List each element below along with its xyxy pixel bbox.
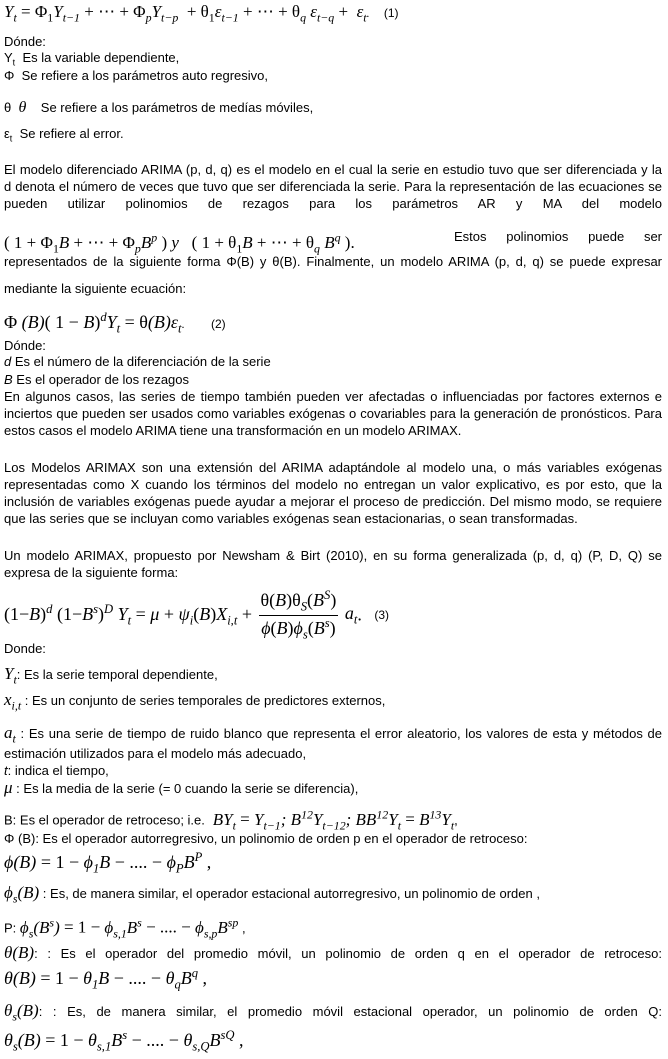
paragraph-2-line-3: estos casos el modelo ARIMA tiene una transformación en un modelo ARIMAX.	[4, 423, 462, 438]
equation-number-3: (3)	[374, 608, 390, 623]
paragraph-1-line-6: mediante la siguiente ecuación:	[4, 281, 187, 296]
Yt-definition: $Y_t$: Es la serie temporal dependiente,	[4, 664, 218, 687]
paragraph-3-line-4: que las series que se incluyan como variables exógenas sean estacionarias, o sean transformadas.	[4, 511, 578, 526]
ar-ma-polynomials: ( $1 + \Phi_1B$ + ⋯ + $\Phi_pB^p$ ) y ( $1 + \theta_1B$ + ⋯ + $\theta_q$ $B^q$ ).	[4, 230, 355, 256]
paragraph-1-line-3: pueden utilizar polinomios de rezagos para los parámetros AR y MA del modelo	[4, 196, 662, 211]
phi-definition: Φ Se refiere a los parámetros auto regresivo,	[4, 68, 269, 83]
donde-label-2: Dónde:	[4, 338, 46, 353]
at-definition-line-1: $a_t$ : Es una serie de tiempo de ruido blanco que representa el error aleatorio, los valores de esta y métodos de	[4, 723, 662, 746]
paragraph-1-line-2: d denota el número de veces que tuvo que ser diferenciada la serie. Para la representación de las ecuaciones se	[4, 179, 662, 194]
phi-polynomial: $\phi(B) = 1 - \phi_1B$ − .... − $\phi_PB^P$ ,	[4, 850, 212, 876]
paragraph-3-line-2: representadas como X cuando los términos del modelo no entregan un valor explicativo, es por esto, que la	[4, 477, 662, 492]
equation-3-fraction: $\frac{\theta(B)\theta_S(B^S)}{\phi(B)\phi_s(B^s)}$	[260, 588, 337, 642]
thetaB-definition: θ(B): : Es el operador del promedio móvil, un polinomio de orden q en el operador de retroceso:	[4, 943, 662, 962]
paragraph-3-line-1: Los Modelos ARIMAX son una extensión del ARIMA adaptándole al modelo una, o más variables exógenas	[4, 460, 662, 475]
theta-polynomial: $\theta(B) = 1 - \theta_1B$ − .... − $\theta_qB^q$ ,	[4, 966, 208, 992]
equation-2: Φ (B)( $1 - B)^dY_t = \theta(B)\varepsilon_t$. (2)	[4, 310, 226, 336]
equation-number-1: (1)	[383, 6, 399, 20]
epsilon-definition: $\varepsilon_t$ Se refiere al error.	[4, 126, 124, 144]
paragraph-1-line-5: representados de la siguiente forma Φ(B) y θ(B). Finalmente, un modelo ARIMA (p, d, q) se puede expresar	[4, 254, 662, 269]
paragraph-2-line-2: inciertos que pueden ser usados como variables exógenas o covariables para la generación de pronósticos. Para	[4, 406, 662, 421]
backshift-definition: B: Es el operador de retroceso; i.e. $BY_t = Y_{t-1}$; $B^{12}Y_{t-12}$; $BB^{12}Y_t = B^{13}Y_t$,	[4, 807, 458, 833]
xit-definition: $x_{i,t}$ : Es un conjunto de series temporales de predictores externos,	[4, 690, 386, 713]
phiB-definition: Φ (B): Es el operador autorregresivo, un polinomio de orden p en el operador de retroceso:	[4, 831, 528, 846]
equation-3: $(1-B)^d$ $(1-B^s)^D$ $Y_t = \mu + \psi_i(B)X_{i,t}$ + $\frac{\theta(B)\theta_S(B^S)}{\phi(B)\phi_s(B^s)}$ $a_t$. (3)	[4, 588, 390, 642]
d-definition: d Es el número de la diferenciación de la serie	[4, 354, 271, 369]
thetas-polynomial: $\theta_s(B) = 1 - \theta_{s,1}B^s$ − .... − $\theta_{s,Q}B^{sQ}$ ,	[4, 1028, 244, 1054]
paragraph-1-line-4: ( $1 + \Phi_1B$ + ⋯ + $\Phi_pB^p$ ) y ( $1 + \theta_1B$ + ⋯ + $\theta_q$ $B^q$ ). Estos polinomios puede ser	[4, 229, 662, 256]
paragraph-2-line-1: En algunos casos, las series de tiempo también pueden ver afectadas o influenciadas por factores externos e	[4, 389, 662, 404]
phis-definition: $\phi_s(B)$ : Es, de manera similar, el operador estacional autorregresivo, un polinomio de orden ,	[4, 883, 540, 906]
paragraph-4-line-1: Un modelo ARIMAX, propuesto por Newsham & Birt (2010), en su forma generalizada (p, d, q) (P, D, Q) se	[4, 548, 662, 563]
equation-number-2: (2)	[210, 317, 226, 331]
donde-label-1: Dónde:	[4, 34, 46, 49]
paragraph-1-line-1: El modelo diferenciado ARIMA (p, d, q) es el modelo en el cual la serie en estudio tuvo que ser diferenciada y la	[4, 162, 662, 177]
mu-definition: μ : Es la media de la serie (= 0 cuando la serie se diferencia),	[4, 778, 359, 797]
theta-definition: θ θ Se refiere a los parámetros de medías móviles,	[4, 99, 314, 116]
phis-polynomial: P: $\phi_s(B^s) = 1 - \phi_{s,1}B^s$ − .... − $\phi_{s,p}B^{sp}$ ,	[4, 915, 246, 941]
b-definition: B Es el operador de los rezagos	[4, 372, 190, 387]
at-definition-line-2: estimación utilizados para el modelo más adecuado,	[4, 746, 307, 761]
equation-1: $Y_t = \Phi_1Y_{t-1}$ + ⋯ + $\Phi_pY_{t-p} + \theta_1\varepsilon_{t-1}$ + ⋯ + $\theta_q$ $\varepsilon_{t-q} + \varepsilon_t$. (1)	[4, 2, 399, 25]
t-definition: t: indica el tiempo,	[4, 763, 109, 778]
paragraph-4-line-2: expresa de la siguiente forma:	[4, 565, 179, 580]
yt-definition: $Y_t$ Es la variable dependiente,	[4, 50, 180, 68]
donde-label-3: Donde:	[4, 641, 46, 656]
thetas-definition: $\theta_s(B)$: : Es, de manera similar, el promedio móvil estacional operador, un polinomio de orden Q:	[4, 1001, 662, 1024]
paragraph-3-line-3: inclusión de variables exógenas puede ayudar a mejorar el proceso de predicción. Del mismo modo, se requiere	[4, 494, 662, 509]
